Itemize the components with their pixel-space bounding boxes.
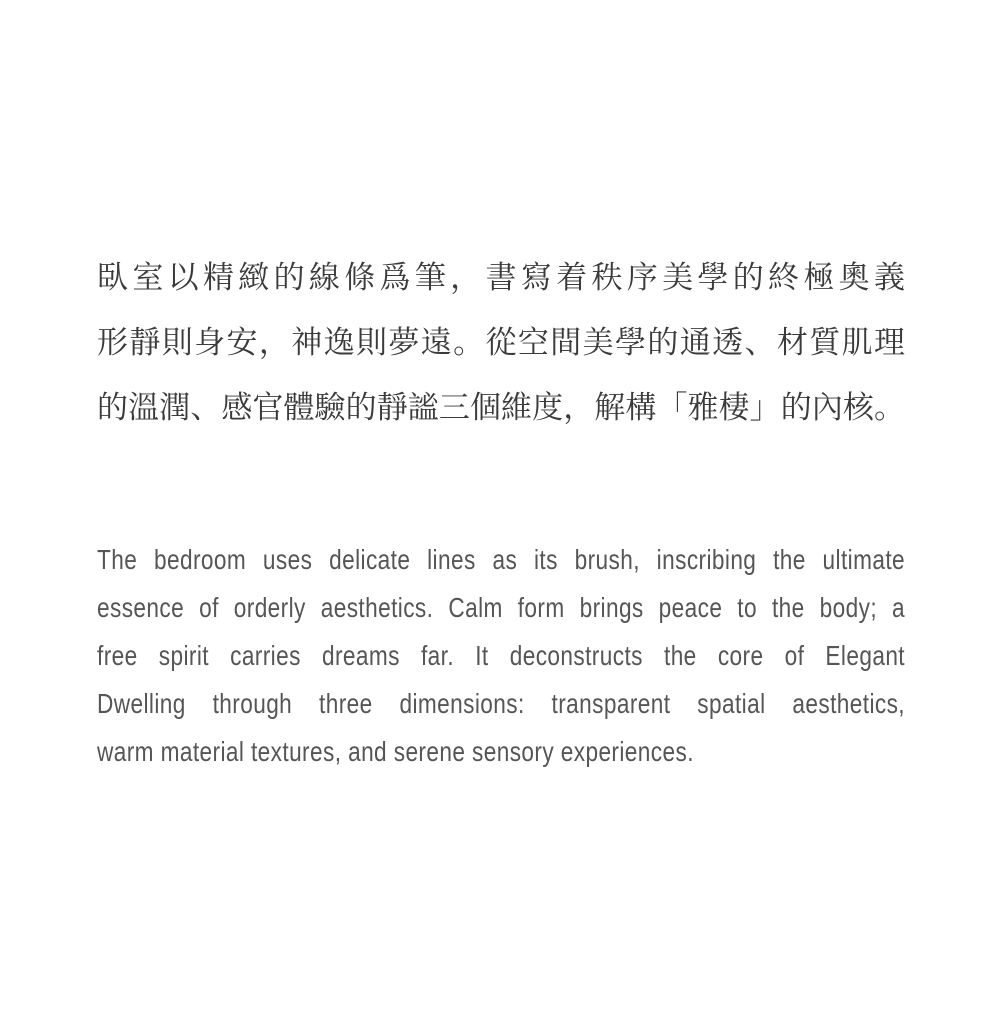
english-text-line: warm material textures, and serene sensory experiences. — [97, 736, 694, 767]
english-text-line: The bedroom uses delicate lines as its brush, inscribing the ultimate — [97, 544, 905, 575]
english-text-line: free spirit carries dreams far. It deconstructs the core of Elegant — [97, 640, 905, 671]
chinese-text-line: 臥室以精緻的線條爲筆，書寫着秩序美學的終極奧義 — [97, 260, 905, 295]
english-text-line: Dwelling through three dimensions: transparent spatial aesthetics, — [97, 688, 905, 719]
chinese-text-line: 形靜則身安，神逸則夢遠。從空間美學的通透、材質肌理 — [97, 325, 905, 360]
chinese-paragraph — [97, 245, 905, 440]
english-text-line: essence of orderly aesthetics. Calm form brings peace to the body; a — [97, 592, 905, 623]
chinese-text-line: 的溫潤、感官體驗的靜謐三個維度，解構「雅棲」的內核。 — [97, 390, 905, 425]
english-paragraph-inner — [97, 536, 905, 776]
english-paragraph — [97, 536, 905, 776]
